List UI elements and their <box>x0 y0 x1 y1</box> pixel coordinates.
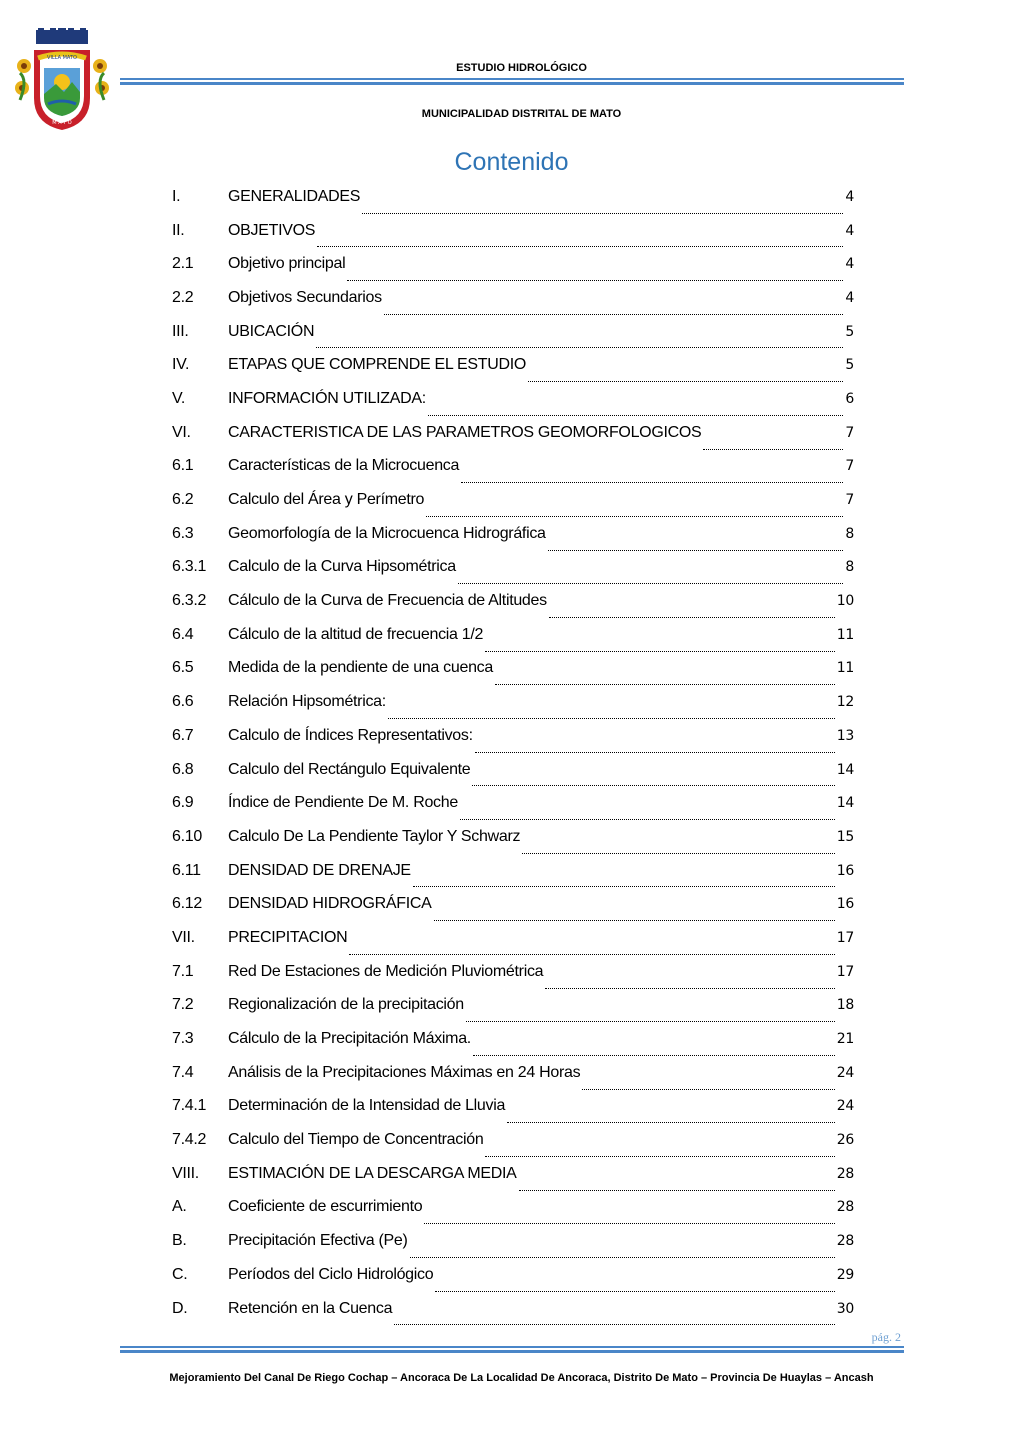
toc-entry-label[interactable]: Relación Hipsométrica: <box>228 693 386 711</box>
toc-entry-label[interactable]: Coeficiente de escurrimiento <box>228 1198 423 1216</box>
toc-leader-dots <box>472 776 834 786</box>
toc-entry-number: II. <box>172 221 185 239</box>
toc-leader-dots <box>485 642 835 652</box>
toc-entry-page: 11 <box>836 626 854 643</box>
page-number: pág. 2 <box>871 1330 901 1344</box>
toc-entry-label[interactable]: Cálculo de la Precipitación Máxima. <box>228 1030 471 1048</box>
toc-entry[interactable] <box>172 1090 854 1124</box>
toc-leader-dots <box>434 911 835 921</box>
toc-entry-number: 6.3.1 <box>172 558 207 576</box>
toc-entry-number: VIII. <box>172 1164 199 1182</box>
toc-entry-page: 5 <box>845 357 854 374</box>
toc-entry-number: B. <box>172 1232 187 1250</box>
toc-title: Contenido <box>454 148 569 176</box>
toc-entry[interactable] <box>172 214 854 248</box>
toc-entry-label[interactable]: Períodos del Ciclo Hidrológico <box>228 1265 434 1283</box>
toc-leader-dots <box>549 608 835 618</box>
toc-entry-number: V. <box>172 389 186 407</box>
toc-entry-number: IV. <box>172 356 190 374</box>
toc-entry[interactable] <box>172 348 854 382</box>
toc-entry-page: 14 <box>836 795 854 812</box>
toc-leader-dots <box>424 1214 834 1224</box>
toc-entry-number: 6.1 <box>172 457 194 475</box>
toc-leader-dots <box>410 1248 835 1258</box>
toc-entry-label[interactable]: Regionalización de la precipitación <box>228 996 464 1014</box>
toc-entry-page: 28 <box>836 1233 854 1250</box>
toc-entry-label[interactable]: Precipitación Efectiva (Pe) <box>228 1232 408 1250</box>
toc-entry-number: 6.10 <box>172 827 202 845</box>
toc-entry[interactable] <box>172 786 854 820</box>
toc-entry[interactable] <box>172 1123 854 1157</box>
toc-leader-dots <box>426 507 843 517</box>
toc-entry[interactable] <box>172 685 854 719</box>
toc-entry[interactable] <box>172 1292 854 1326</box>
toc-leader-dots <box>347 271 843 281</box>
toc-entry-number: 6.4 <box>172 625 194 643</box>
toc-entry-page: 28 <box>836 1165 854 1182</box>
toc-entry-label[interactable]: Calculo del Tiempo de Concentración <box>228 1131 484 1149</box>
toc-entry[interactable] <box>172 382 854 416</box>
toc-entry-label[interactable]: DENSIDAD HIDROGRÁFICA <box>228 895 432 913</box>
toc-entry-number: 6.6 <box>172 693 194 711</box>
toc-entry[interactable] <box>172 618 854 652</box>
toc-entry-page: 24 <box>836 1098 854 1115</box>
toc-entry-label[interactable]: UBICACIÓN <box>228 322 315 340</box>
toc-entry[interactable] <box>172 1258 854 1292</box>
toc-entry-number: 6.2 <box>172 491 194 509</box>
toc-leader-dots <box>384 305 844 315</box>
toc-entry-number: 2.1 <box>172 255 194 273</box>
toc-entry-page: 5 <box>845 323 854 340</box>
toc-leader-dots <box>316 338 843 348</box>
toc-leader-dots <box>473 1046 835 1056</box>
toc-entry-page: 4 <box>845 289 854 306</box>
toc-entry-label[interactable]: Índice de Pendiente De M. Roche <box>228 794 458 812</box>
toc-entry-number: D. <box>172 1299 188 1317</box>
toc-entry[interactable] <box>172 1191 854 1225</box>
toc-entry-label[interactable]: CARACTERISTICA DE LAS PARAMETROS GEOMORFOLOGICOS <box>228 423 702 441</box>
toc-entry[interactable] <box>172 854 854 888</box>
toc-entry[interactable] <box>172 887 854 921</box>
toc-entry-label[interactable]: Calculo de la Curva Hipsométrica <box>228 558 456 576</box>
toc-entry-number: 7.3 <box>172 1030 194 1048</box>
toc-entry-number: 7.4.1 <box>172 1097 207 1115</box>
toc-leader-dots <box>495 675 835 685</box>
toc-entry-label[interactable]: Calculo del Rectángulo Equivalente <box>228 760 471 778</box>
toc-entry[interactable] <box>172 1157 854 1191</box>
crest-sub: M A T O <box>52 120 72 126</box>
toc-leader-dots <box>388 709 835 719</box>
toc-entry[interactable] <box>172 416 854 450</box>
toc-leader-dots <box>362 204 843 214</box>
toc-leader-dots <box>519 1181 835 1191</box>
toc-entry-number: 6.3.2 <box>172 592 207 610</box>
toc-entry-label[interactable]: DENSIDAD DE DRENAJE <box>228 861 411 879</box>
toc-leader-dots <box>413 877 835 887</box>
toc-entry[interactable] <box>172 315 854 349</box>
toc-leader-dots <box>507 1113 835 1123</box>
toc-entry-page: 28 <box>836 1199 854 1216</box>
header-rule <box>120 78 904 85</box>
toc-entry[interactable] <box>172 1224 854 1258</box>
toc-entry-number: A. <box>172 1198 187 1216</box>
toc-entry-label[interactable]: Cálculo de la Curva de Frecuencia de Altitudes <box>228 592 547 610</box>
toc-entry-page: 4 <box>845 256 854 273</box>
toc-leader-dots <box>485 1147 834 1157</box>
toc-leader-dots <box>522 844 835 854</box>
toc-entry[interactable] <box>172 551 854 585</box>
toc-entry-page: 7 <box>845 424 854 441</box>
toc-entry-label[interactable]: Cálculo de la altitud de frecuencia 1/2 <box>228 625 484 643</box>
toc-entry-number: III. <box>172 322 189 340</box>
toc-entry-page: 17 <box>836 929 854 946</box>
toc-entry-page: 8 <box>845 525 854 542</box>
toc-leader-dots <box>458 574 844 584</box>
toc-entry[interactable] <box>172 1056 854 1090</box>
toc-leader-dots <box>435 1282 834 1292</box>
toc-entry-label[interactable]: Análisis de la Precipitaciones Máximas en 24 Horas <box>228 1063 581 1081</box>
toc-entry-label[interactable]: Medida de la pendiente de una cuenca <box>228 659 493 677</box>
toc-leader-dots <box>428 406 844 416</box>
toc-leader-dots <box>461 473 843 483</box>
toc-entry-number: 6.9 <box>172 794 194 812</box>
toc-entry-label[interactable]: Objetivo principal <box>228 255 346 273</box>
toc-entry-number: 6.5 <box>172 659 194 677</box>
toc-entry-page: 14 <box>836 761 854 778</box>
toc-entry-label[interactable]: Características de la Microcuenca <box>228 457 460 475</box>
toc-entry-label[interactable]: Objetivos Secundarios <box>228 288 382 306</box>
toc-entry-page: 7 <box>845 458 854 475</box>
toc-entry-label[interactable]: ETAPAS QUE COMPRENDE EL ESTUDIO <box>228 356 527 374</box>
footer-rule <box>120 1346 904 1353</box>
toc-leader-dots <box>545 979 835 989</box>
toc-entry[interactable] <box>172 820 854 854</box>
toc-entry-label[interactable]: Calculo de Índices Representativos: <box>228 726 473 744</box>
toc-entry-label[interactable]: PRECIPITACION <box>228 928 348 946</box>
toc-entry-number: 6.12 <box>172 895 202 913</box>
toc-entry-label[interactable]: Geomorfología de la Microcuenca Hidrográfica <box>228 524 546 542</box>
toc-leader-dots <box>394 1315 835 1325</box>
toc-entry-label[interactable]: Determinación de la Intensidad de Lluvia <box>228 1097 506 1115</box>
toc-leader-dots <box>460 810 835 820</box>
toc-entry-number: 6.11 <box>172 861 201 879</box>
toc-entry[interactable] <box>172 989 854 1023</box>
toc-entry-page: 12 <box>836 694 854 711</box>
table-of-contents <box>172 180 854 1325</box>
toc-entry[interactable] <box>172 483 854 517</box>
toc-entry-number: 7.2 <box>172 996 194 1014</box>
toc-entry-page: 10 <box>836 593 854 610</box>
toc-entry[interactable] <box>172 281 854 315</box>
toc-leader-dots <box>317 237 843 247</box>
toc-entry[interactable] <box>172 450 854 484</box>
toc-entry-label[interactable]: ESTIMACIÓN DE LA DESCARGA MEDIA <box>228 1164 517 1182</box>
toc-entry[interactable] <box>172 247 854 281</box>
toc-entry-label[interactable]: Red De Estaciones de Medición Pluviométrica <box>228 962 544 980</box>
toc-entry[interactable] <box>172 1022 854 1056</box>
toc-entry-page: 17 <box>836 963 854 980</box>
toc-leader-dots <box>703 440 843 450</box>
toc-entry-number: 6.8 <box>172 760 194 778</box>
header-title: ESTUDIO HIDROLÓGICO <box>456 62 587 74</box>
toc-entry-page: 30 <box>836 1300 854 1317</box>
header-subtitle: MUNICIPALIDAD DISTRITAL DE MATO <box>421 108 622 120</box>
toc-entry[interactable] <box>172 955 854 989</box>
toc-entry-page: 6 <box>845 390 854 407</box>
toc-entry-page: 7 <box>845 492 854 509</box>
toc-entry-page: 16 <box>836 862 854 879</box>
toc-entry-page: 8 <box>845 559 854 576</box>
toc-entry-number: 2.2 <box>172 288 194 306</box>
toc-leader-dots <box>349 945 834 955</box>
toc-entry-number: 6.7 <box>172 726 194 744</box>
crest-motto: VILLA MATO <box>47 55 77 61</box>
toc-entry[interactable] <box>172 719 854 753</box>
toc-entry-page: 4 <box>845 188 854 205</box>
toc-leader-dots <box>475 743 835 753</box>
toc-entry[interactable] <box>172 180 854 214</box>
toc-entry-label[interactable]: Calculo De La Pendiente Taylor Y Schwarz <box>228 827 521 845</box>
toc-entry-page: 16 <box>836 896 854 913</box>
toc-entry-page: 15 <box>836 828 854 845</box>
toc-entry-number: 7.4 <box>172 1063 194 1081</box>
toc-entry-page: 26 <box>836 1132 854 1149</box>
toc-entry-label[interactable]: OBJETIVOS <box>228 221 316 239</box>
toc-entry-label[interactable]: Retención en la Cuenca <box>228 1299 393 1317</box>
toc-leader-dots <box>548 541 844 551</box>
toc-entry[interactable] <box>172 652 854 686</box>
toc-entry[interactable] <box>172 753 854 787</box>
toc-entry-page: 11 <box>836 660 854 677</box>
toc-entry-label[interactable]: INFORMACIÓN UTILIZADA: <box>228 389 426 407</box>
toc-entry-number: 7.4.2 <box>172 1131 207 1149</box>
toc-leader-dots <box>528 372 843 382</box>
toc-entry-page: 4 <box>845 222 854 239</box>
toc-entry-label[interactable]: Calculo del Área y Perímetro <box>228 491 425 509</box>
toc-entry-number: VII. <box>172 928 195 946</box>
toc-entry-number: C. <box>172 1265 188 1283</box>
toc-entry-label[interactable]: GENERALIDADES <box>228 187 361 205</box>
toc-leader-dots <box>582 1080 834 1090</box>
footer-text: Mejoramiento Del Canal De Riego Cochap – Ancoraca De La Localidad De Ancoraca, Distrito De Mato – Provincia De Huaylas – Ancash <box>169 1372 874 1384</box>
toc-entry-page: 21 <box>836 1031 854 1048</box>
toc-entry[interactable] <box>172 921 854 955</box>
toc-entry[interactable] <box>172 517 854 551</box>
toc-entry-number: VI. <box>172 423 191 441</box>
toc-entry[interactable] <box>172 584 854 618</box>
toc-entry-number: 6.3 <box>172 524 194 542</box>
toc-entry-page: 13 <box>836 727 854 744</box>
toc-leader-dots <box>466 1012 835 1022</box>
toc-entry-number: 7.1 <box>172 962 194 980</box>
toc-entry-page: 29 <box>836 1266 854 1283</box>
toc-entry-page: 24 <box>836 1064 854 1081</box>
toc-entry-page: 18 <box>836 997 854 1014</box>
toc-entry-number: I. <box>172 187 181 205</box>
